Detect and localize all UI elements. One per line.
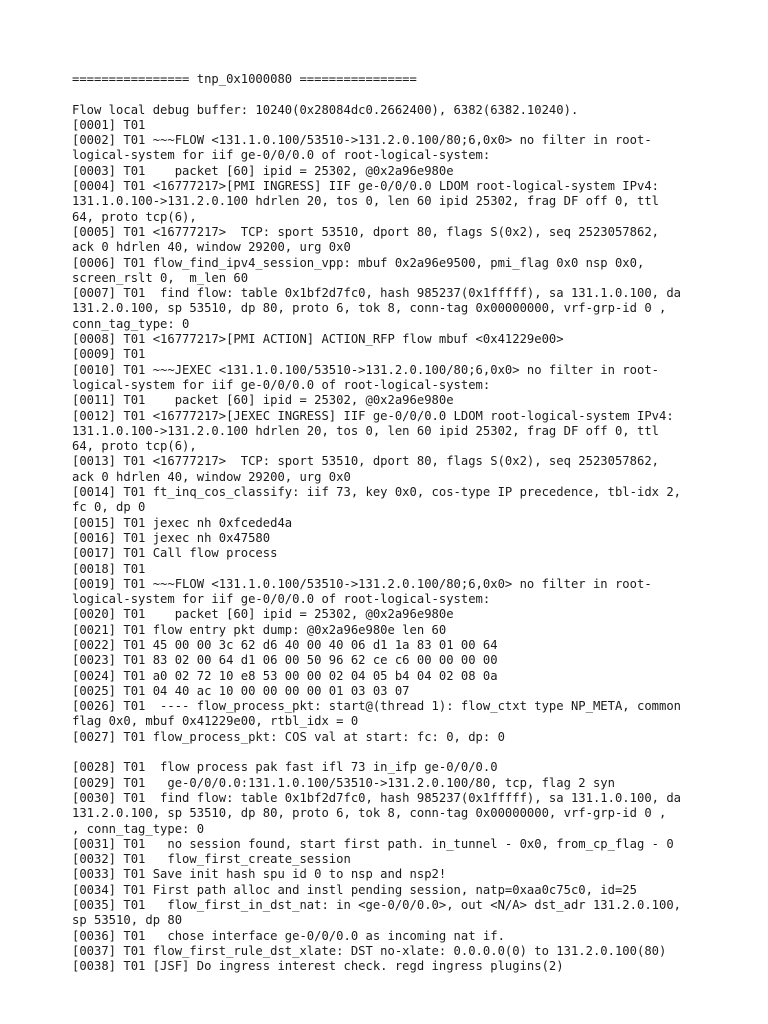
blank-line (72, 745, 712, 760)
log-header: ================ tnp_0x1000080 ================ (72, 72, 417, 86)
log-line: screen_rslt 0, m_len 60 (72, 270, 249, 285)
log-line: [0013] T01 <16777217> TCP: sport 53510, dport 80, flags S(0x2), seq 2523057862, (72, 454, 659, 469)
log-line: [0033] T01 Save init hash spu id 0 to nsp and nsp2! (72, 867, 447, 882)
log-line: logical-system for iif ge-0/0/0.0 of root-logical-system: (72, 148, 491, 163)
log-line: sp 53510, dp 80 (72, 913, 183, 928)
log-line: [0001] T01 (72, 117, 146, 132)
log-line: [0034] T01 First path alloc and instl pending session, natp=0xaa0c75c0, id=25 (72, 882, 637, 897)
log-line: 131.2.0.100, sp 53510, dp 80, proto 6, tok 8, conn-tag 0x00000000, vrf-grp-id 0 , (72, 806, 667, 821)
log-line: 131.1.0.100->131.2.0.100 hdrlen 20, tos 0, len 60 ipid 25302, frag DF off 0, ttl (72, 194, 659, 209)
log-line: logical-system for iif ge-0/0/0.0 of root-logical-system: (72, 592, 491, 607)
log-line: [0005] T01 <16777217> TCP: sport 53510, dport 80, flags S(0x2), seq 2523057862, (72, 224, 659, 239)
log-line: 64, proto tcp(6), (72, 209, 197, 224)
log-line: conn_tag_type: 0 (72, 316, 190, 331)
log-line: [0007] T01 find flow: table 0x1bf2d7fc0, hash 985237(0x1fffff), sa 131.1.0.100, da (72, 286, 682, 301)
log-line: [0037] T01 flow_first_rule_dst_xlate: DST no-xlate: 0.0.0.0(0) to 131.2.0.100(80) (72, 943, 667, 958)
debug-log-document (72, 72, 712, 975)
log-line: ack 0 hdrlen 40, window 29200, urg 0x0 (72, 469, 351, 484)
log-line: fc 0, dp 0 (72, 500, 146, 515)
log-line: [0024] T01 a0 02 72 10 e8 53 00 00 02 04 05 b4 04 02 08 0a (72, 668, 498, 683)
log-line: Flow local debug buffer: 10240(0x28084dc0.2662400), 6382(6382.10240). (72, 102, 579, 117)
log-line: 131.1.0.100->131.2.0.100 hdrlen 20, tos 0, len 60 ipid 25302, frag DF off 0, ttl (72, 423, 659, 438)
log-line: [0012] T01 <16777217>[JEXEC INGRESS] IIF ge-0/0/0.0 LDOM root-logical-system IPv4: (72, 408, 674, 423)
log-line: [0035] T01 flow_first_in_dst_nat: in <ge-0/0/0.0>, out <N/A> dst_adr 131.2.0.100, (72, 898, 682, 913)
log-line: [0032] T01 flow_first_create_session (72, 852, 351, 867)
log-line: flag 0x0, mbuf 0x41229e00, rtbl_idx = 0 (72, 714, 359, 729)
log-line: [0008] T01 <16777217>[PMI ACTION] ACTION_RFP flow mbuf <0x41229e00> (72, 332, 564, 347)
log-line: [0009] T01 (72, 347, 146, 362)
log-line: [0022] T01 45 00 00 3c 62 d6 40 00 40 06 d1 1a 83 01 00 64 (72, 637, 498, 652)
log-lines (72, 87, 712, 974)
log-line: [0025] T01 04 40 ac 10 00 00 00 00 01 03 03 07 (72, 683, 410, 698)
log-line: [0011] T01 packet [60] ipid = 25302, @0x2a96e980e (72, 393, 454, 408)
log-line: [0014] T01 ft_inq_cos_classify: iif 73, key 0x0, cos-type IP precedence, tbl-idx 2, (72, 485, 682, 500)
log-line: [0030] T01 find flow: table 0x1bf2d7fc0, hash 985237(0x1fffff), sa 131.1.0.100, da (72, 790, 682, 805)
log-line: [0004] T01 <16777217>[PMI INGRESS] IIF ge-0/0/0.0 LDOM root-logical-system IPv4: (72, 179, 659, 194)
log-line: [0038] T01 [JSF] Do ingress interest check. regd ingress plugins(2) (72, 959, 564, 974)
log-line: [0026] T01 ---- flow_process_pkt: start@(thread 1): flow_ctxt type NP_META, common (72, 699, 682, 714)
log-line: [0010] T01 ~~~JEXEC <131.1.0.100/53510->131.2.0.100/80;6,0x0> no filter in root- (72, 362, 659, 377)
log-line: 131.2.0.100, sp 53510, dp 80, proto 6, tok 8, conn-tag 0x00000000, vrf-grp-id 0 , (72, 301, 667, 316)
log-line: logical-system for iif ge-0/0/0.0 of root-logical-system: (72, 377, 491, 392)
log-line: , conn_tag_type: 0 (72, 821, 205, 836)
log-line: [0021] T01 flow entry pkt dump: @0x2a96e980e len 60 (72, 622, 447, 637)
log-line: [0027] T01 flow_process_pkt: COS val at start: fc: 0, dp: 0 (72, 729, 505, 744)
log-line: [0002] T01 ~~~FLOW <131.1.0.100/53510->131.2.0.100/80;6,0x0> no filter in root- (72, 133, 652, 148)
log-line: [0028] T01 flow process pak fast ifl 73 in_ifp ge-0/0/0.0 (72, 760, 498, 775)
log-line: [0023] T01 83 02 00 64 d1 06 00 50 96 62 ce c6 00 00 00 00 (72, 653, 498, 668)
log-line: 64, proto tcp(6), (72, 439, 197, 454)
log-line: [0018] T01 (72, 561, 146, 576)
log-line: [0029] T01 ge-0/0/0.0:131.1.0.100/53510->131.2.0.100/80, tcp, flag 2 syn (72, 775, 615, 790)
log-line: [0019] T01 ~~~FLOW <131.1.0.100/53510->131.2.0.100/80;6,0x0> no filter in root- (72, 576, 652, 591)
log-line: [0016] T01 jexec nh 0x47580 (72, 530, 271, 545)
log-line: [0015] T01 jexec nh 0xfceded4a (72, 515, 293, 530)
log-line: [0017] T01 Call flow process (72, 546, 278, 561)
log-line: [0003] T01 packet [60] ipid = 25302, @0x2a96e980e (72, 163, 454, 178)
log-line: [0020] T01 packet [60] ipid = 25302, @0x2a96e980e (72, 607, 454, 622)
log-line: [0006] T01 flow_find_ipv4_session_vpp: mbuf 0x2a96e9500, pmi_flag 0x0 nsp 0x0, (72, 255, 645, 270)
log-line: [0031] T01 no session found, start first path. in_tunnel - 0x0, from_cp_flag - 0 (72, 836, 674, 851)
log-line: [0036] T01 chose interface ge-0/0/0.0 as incoming nat if. (72, 928, 505, 943)
log-line: ack 0 hdrlen 40, window 29200, urg 0x0 (72, 240, 351, 255)
blank-line (72, 87, 712, 102)
